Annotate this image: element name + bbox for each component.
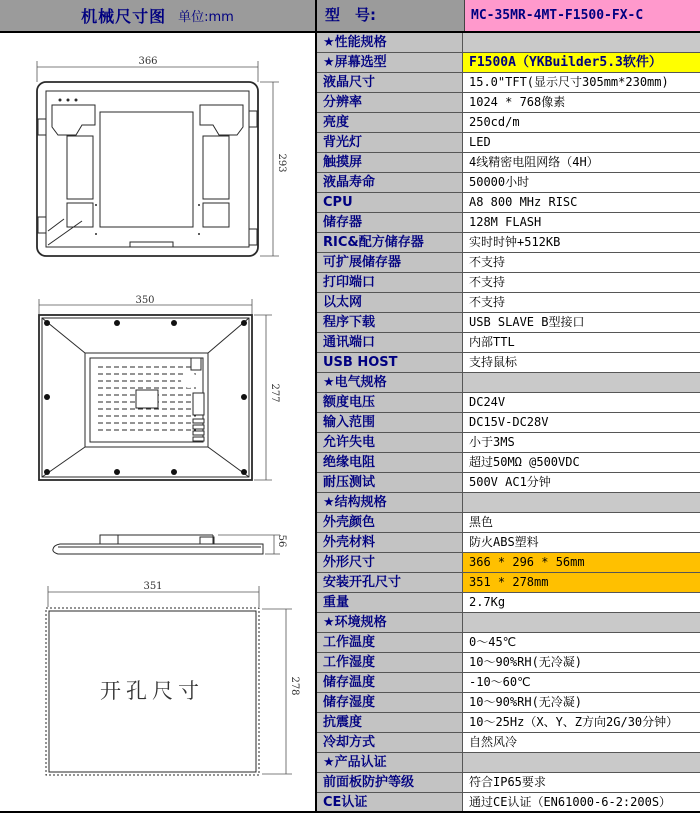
spec-row — [317, 553, 700, 573]
spec-row — [317, 713, 700, 733]
spec-row — [317, 73, 700, 93]
side-view-drawing — [0, 495, 315, 580]
spec-label: 储存温度 — [317, 673, 463, 692]
spec-row — [317, 633, 700, 653]
spec-label: 重量 — [317, 593, 463, 612]
spec-label: 允许失电 — [317, 433, 463, 452]
spec-value — [463, 373, 700, 392]
spec-row — [317, 213, 700, 233]
dim-cutout-height: 278 — [289, 676, 300, 696]
spec-row — [317, 533, 700, 553]
spec-label: 额度电压 — [317, 393, 463, 412]
spec-value: 250cd/m — [463, 113, 700, 132]
spec-label: 液晶寿命 — [317, 173, 463, 192]
spec-label: 储存器 — [317, 213, 463, 232]
spec-label: 冷却方式 — [317, 733, 463, 752]
model-number: MC-35MR-4MT-F1500-FX-C — [465, 0, 700, 31]
spec-label: USB HOST — [317, 353, 463, 372]
spec-value: 小于3MS — [463, 433, 700, 452]
spec-label: 背光灯 — [317, 133, 463, 152]
spec-value: 符合IP65要求 — [463, 773, 700, 792]
spec-value: 不支持 — [463, 253, 700, 272]
spec-value: 10～25Hz（X、Y、Z方向2G/30分钟） — [463, 713, 700, 732]
spec-label: CE认证 — [317, 793, 463, 812]
spec-label: ★结构规格 — [317, 493, 463, 512]
spec-label: 分辨率 — [317, 93, 463, 112]
spec-label: 可扩展储存器 — [317, 253, 463, 272]
spec-label: 工作温度 — [317, 633, 463, 652]
spec-value: DC15V-DC28V — [463, 413, 700, 432]
spec-value: 防火ABS塑料 — [463, 533, 700, 552]
spec-label: 程序下载 — [317, 313, 463, 332]
model-header — [315, 0, 700, 33]
spec-value: LED — [463, 133, 700, 152]
spec-value: USB SLAVE B型接口 — [463, 313, 700, 332]
spec-label: 液晶尺寸 — [317, 73, 463, 92]
dim-cutout-width: 351 — [143, 581, 163, 592]
spec-row — [317, 693, 700, 713]
spec-value: 内部TTL — [463, 333, 700, 352]
spec-row — [317, 313, 700, 333]
spec-label: 抗震度 — [317, 713, 463, 732]
spec-row — [317, 673, 700, 693]
spec-value: 不支持 — [463, 293, 700, 312]
dim-side-depth: 56 — [276, 534, 287, 548]
spec-value: F1500A（YKBuilder5.3软件） — [463, 53, 700, 72]
dim-rear-height: 277 — [269, 383, 280, 403]
spec-row — [317, 393, 700, 413]
mechanical-title: 机械尺寸图 — [81, 7, 167, 26]
spec-label: 安装开孔尺寸 — [317, 573, 463, 592]
spec-value — [463, 493, 700, 512]
spec-value: 50000小时 — [463, 173, 700, 192]
spec-value: 351 * 278mm — [463, 573, 700, 592]
spec-label: CPU — [317, 193, 463, 212]
spec-row — [317, 433, 700, 453]
spec-row — [317, 573, 700, 593]
spec-table — [315, 33, 700, 813]
spec-label: ★电气规格 — [317, 373, 463, 392]
spec-value: 黑色 — [463, 513, 700, 532]
spec-label: 输入范围 — [317, 413, 463, 432]
cutout-drawing — [0, 580, 315, 813]
spec-value: DC24V — [463, 393, 700, 412]
spec-label: 打印端口 — [317, 273, 463, 292]
spec-label: 以太网 — [317, 293, 463, 312]
spec-row — [317, 253, 700, 273]
spec-row — [317, 353, 700, 373]
spec-row — [317, 793, 700, 813]
spec-row — [317, 513, 700, 533]
spec-label: ★环境规格 — [317, 613, 463, 632]
spec-row — [317, 473, 700, 493]
spec-row — [317, 193, 700, 213]
spec-value — [463, 753, 700, 772]
spec-row — [317, 273, 700, 293]
spec-label: 外壳颜色 — [317, 513, 463, 532]
spec-row — [317, 153, 700, 173]
drawing-area — [0, 33, 315, 813]
spec-section-row — [317, 613, 700, 633]
spec-label: 外形尺寸 — [317, 553, 463, 572]
spec-value: 实时时钟+512KB — [463, 233, 700, 252]
spec-value: -10～60℃ — [463, 673, 700, 692]
model-label: 型 号: — [317, 0, 465, 31]
spec-label: ★性能规格 — [317, 33, 463, 52]
spec-row — [317, 113, 700, 133]
spec-row — [317, 453, 700, 473]
spec-label: 通讯端口 — [317, 333, 463, 352]
spec-section-row — [317, 493, 700, 513]
spec-value: 128M FLASH — [463, 213, 700, 232]
dim-front-height: 293 — [276, 153, 287, 173]
spec-row — [317, 233, 700, 253]
spec-value: 0～45℃ — [463, 633, 700, 652]
spec-label: ★屏幕选型 — [317, 53, 463, 72]
spec-label: 耐压测试 — [317, 473, 463, 492]
spec-row — [317, 293, 700, 313]
spec-row — [317, 733, 700, 753]
spec-label: 外壳材料 — [317, 533, 463, 552]
dim-front-width: 366 — [138, 56, 158, 67]
spec-row — [317, 133, 700, 153]
spec-value — [463, 33, 700, 52]
spec-value: 通过CE认证（EN61000-6-2:200S） — [463, 793, 700, 812]
spec-value: 500V AC1分钟 — [463, 473, 700, 492]
spec-label: 绝缘电阻 — [317, 453, 463, 472]
mechanical-header — [0, 0, 315, 33]
spec-row — [317, 773, 700, 793]
spec-section-row — [317, 373, 700, 393]
spec-value — [463, 613, 700, 632]
spec-value: 4线精密电阻网络（4H） — [463, 153, 700, 172]
spec-value: 不支持 — [463, 273, 700, 292]
spec-section-row — [317, 33, 700, 53]
spec-label: 亮度 — [317, 113, 463, 132]
spec-value: 1024 * 768像素 — [463, 93, 700, 112]
front-view-drawing — [0, 55, 315, 295]
spec-value: 15.0"TFT(显示尺寸305mm*230mm) — [463, 73, 700, 92]
spec-label: RIC&配方储存器 — [317, 233, 463, 252]
spec-row — [317, 173, 700, 193]
spec-row — [317, 333, 700, 353]
spec-value: 2.7Kg — [463, 593, 700, 612]
spec-row — [317, 53, 700, 73]
spec-value: 自然风冷 — [463, 733, 700, 752]
spec-value: A8 800 MHz RISC — [463, 193, 700, 212]
spec-row — [317, 413, 700, 433]
spec-value: 366 * 296 * 56mm — [463, 553, 700, 572]
rear-view-drawing — [0, 295, 315, 495]
spec-label: 工作湿度 — [317, 653, 463, 672]
dim-rear-width: 350 — [135, 295, 155, 306]
spec-section-row — [317, 753, 700, 773]
spec-row — [317, 593, 700, 613]
cutout-label: 开孔尺寸 — [100, 679, 204, 703]
unit-label: 单位:mm — [178, 10, 234, 25]
spec-label: ★产品认证 — [317, 753, 463, 772]
spec-value: 10～90%RH(无冷凝) — [463, 653, 700, 672]
spec-row — [317, 653, 700, 673]
spec-label: 触摸屏 — [317, 153, 463, 172]
spec-value: 10～90%RH(无冷凝) — [463, 693, 700, 712]
spec-value: 超过50MΩ @500VDC — [463, 453, 700, 472]
spec-row — [317, 93, 700, 113]
spec-value: 支持鼠标 — [463, 353, 700, 372]
spec-label: 前面板防护等级 — [317, 773, 463, 792]
spec-label: 储存湿度 — [317, 693, 463, 712]
